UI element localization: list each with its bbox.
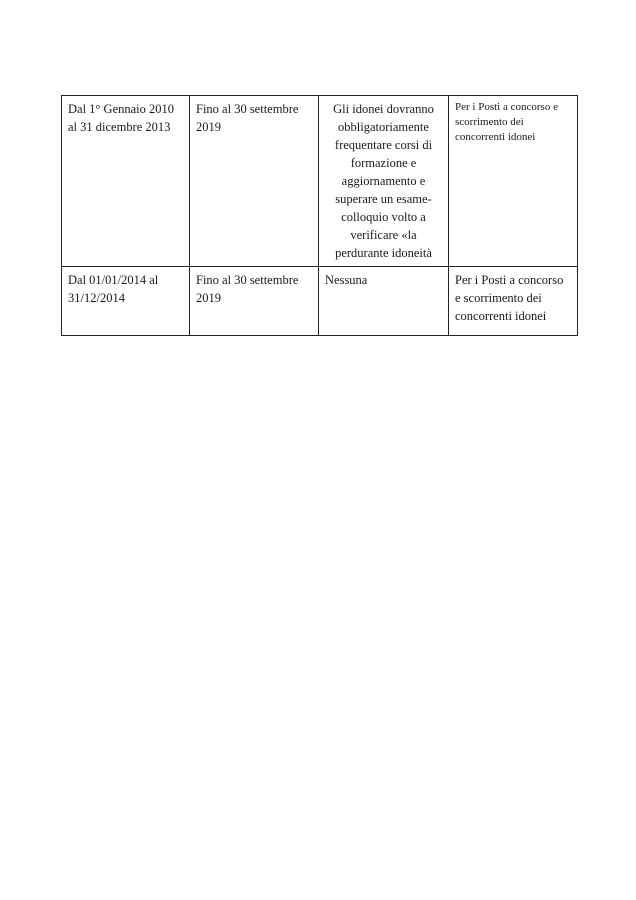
period-cell: Dal 01/01/2014 al 31/12/2014: [62, 267, 190, 336]
table-row: [62, 96, 578, 267]
conditions-cell: Gli idonei dovranno obbligatoriamente frequentare corsi di formazione e aggiornamento e superare un esame-colloquio volto a verificare «la perdurante idoneità: [319, 96, 449, 267]
eligibility-table: [61, 95, 578, 336]
conditions-cell: Nessuna: [319, 267, 449, 336]
validity-cell: Fino al 30 settembre 2019: [190, 96, 319, 267]
validity-cell: Fino al 30 settembre 2019: [190, 267, 319, 336]
period-cell: Dal 1° Gennaio 2010 al 31 dicembre 2013: [62, 96, 190, 267]
purpose-cell: Per i Posti a concorso e scorrimento dei concorrenti idonei: [449, 267, 578, 336]
purpose-cell: Per i Posti a concorso e scorrimento dei concorrenti idonei: [449, 96, 578, 267]
table-row: [62, 267, 578, 336]
